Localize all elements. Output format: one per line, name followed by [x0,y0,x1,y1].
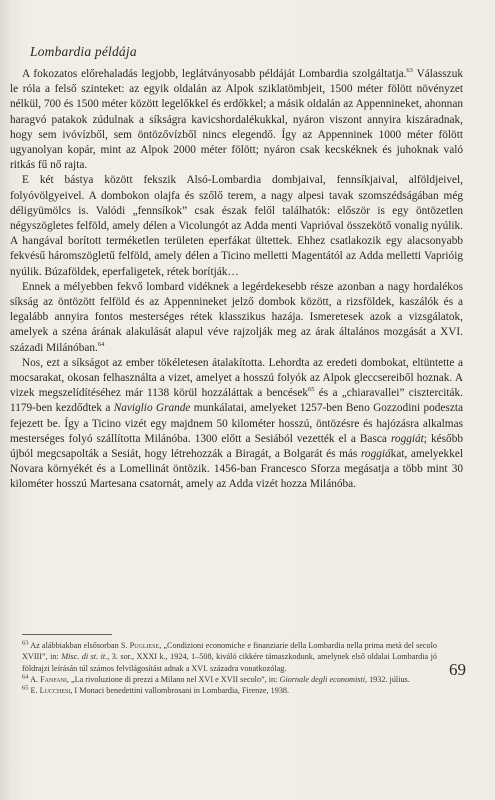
paragraph-4-text-d: ; később újból megcsapolták a Sesiát, hogy létrehozzák a Biragát, a Bolgarát és más [10,432,463,461]
page-number: 69 [449,660,466,679]
footnote-ref-63: 63 [406,67,413,75]
footnote-text: , „Condizioni economiche e finanziarie della Lombardia nella prima metà del secolo XVIII”, in: [22,641,437,662]
paragraph-2: E két bástya között fekszik Alsó-Lombardia dombjaival, fennsíkjaival, alföldjeivel, folyóvölgyeivel. A dombokon olajfa és szőlő terem, a nagy alpesi tavak szomszédságában még déligyümölcs is. Valódi „fennsíkok” csak észak felől találhatók: először is egy öntözetlen négyszögletes felföld, amely délen a Vicolungót az Adda menti Vaprióval összekötő vonalig nyúlik. A hangával borított terméketlen területen eperfákat ültettek. Ehhez csatlakozik egy alacsonyabb fekvésű háromszögletű felföld, amely délen a Ticino melletti Magentától az Adda melletti Vaprióig nyúlik. Búzaföldek, eperfaligetek, rétek borítják… [10,174,463,278]
footnote-divider [22,634,112,635]
footnote-text: , I Monaci benedettini vallombrosani in Lombardia, Firenze, 1938. [70,686,290,696]
footnote-65 [22,685,437,696]
naviglio-grande-term: Naviglio Grande [113,402,191,415]
footnote-64 [22,674,437,685]
roggia-term: roggiát [390,432,424,445]
roggia-plural-term: roggiá [360,448,391,461]
paragraph-4-text-c: munkálatai, amelyeket 1257-ben Beno Gozzodini podeszta fejezett be. Így a Ticino vizét egy majdnem 50 kilométer hosszú, öntözésre és hajózásra alkalmas mesterséges folyó szállította Milánóba. 1300 előtt a Sesiából vezették el a Basca [10,402,463,445]
section-heading: Lombardia példája [30,44,137,59]
footnote-text: , 3. sor., XXXI k., 1924, 1–508, kiváló cikkére támaszkodunk, amelynek első oldalai Lombardia jó földrajzi leírásán túl számos felvilágosítást adnak a XVI. századra vonatkozólag. [22,652,437,673]
footnote-journal: Giornale degli economisti [279,674,365,684]
footnote-mark: 65 [22,684,29,692]
footnote-text: , „La rivoluzione di prezzi a Milano nel XVI e XVII secolo”, in: [66,674,280,684]
footnote-journal: Misc. di st. it. [61,652,108,662]
paragraph-4-text-a: Nos, ezt a síkságot az ember tökéletesen átalakította. Lehordta az eredeti dombokat, eltüntette a mocsarakat, okosan felhasználta a vizet, amelyet a hosszú folyók az Alpok gleccsereiből hoznak. A vizek megszelídítéséhez már 1138 körül hozzáláttak a bencések [10,356,463,400]
footnote-text: Az alábbiakban elsősorban S. [28,641,130,650]
footnote-text: E. [28,686,40,696]
footnote-mark: 63 [22,639,29,647]
footnote-text: , 1932. július. [364,674,410,684]
footnote-ref-64: 64 [97,340,105,348]
paragraph-1 [10,67,463,173]
footnote-ref-65: 65 [308,386,315,394]
paragraph-3-text: Ennek a mélyebben fekvő lombard vidéknek a legérdekesebb része azonban a nagy hordalékos síkság az öntözött felföld és az Appennineket jelző dombok között, a rizsföldek, kaszálók és a legalább annyira fontos mesterséges rétek klasszikus hazája. Ismeretesek azok a vizsgálatok, amelyek a széna árának alakulását alapul véve rajzolják meg az árak általános mozgását a XVI. századi Milánóban. [10,280,463,354]
footnote-author: Pugliese [129,641,160,650]
paragraph-4-text-e: kat, amelyekkel Novara környékét és a Lomellinát öntözik. 1456-ban Francesco Sforza megásatja a több mint 30 kilométer hosszú Martesana csatornát, amely az Adda vizét hozza Milánóba. [10,448,463,491]
footnote-mark: 64 [22,673,29,681]
paragraph-3 [10,280,463,356]
main-text [10,67,463,493]
footnote-text: A. [28,674,41,684]
paragraph-4 [10,356,463,493]
footnote-author: Fanfani [40,674,67,684]
paragraph-1-text-b: Válasszuk le róla a felső szinteket: az egyik oldalán az Alpok sziklatömbjeit, 1500 méter fölött növényzet nélkül, 700 és 1500 méter között legelőkkel és erdőkkel; a másik oldalán az Appennineket, ahonnan haragvó patakok zúdulnak a síkságra kavicshordalékukkal, nyáron viszont annyira kiszáradnak, hogy sem ivóvízből, sem öntözővízből nincs elegendő. Így az Appenninek 1000 méter fölött ugyanolyan kopár, mint az Alpok 2000 méter fölött; nyáron csak kecskéknek és juhoknak való ritkás fű nő rajta. [10,68,463,172]
paragraph-1-text-a: A fokozatos előrehaladás legjobb, leglátványosabb példáját Lombardia szolgáltatja. [22,68,407,80]
paragraph-4-text-b: és a „chiaravallei” ciszterciták. 1179-ben kezdődtek a [10,387,463,415]
footnotes [22,640,437,696]
footnote-author: Lucchesi [39,686,71,696]
footnote-63 [22,640,437,674]
